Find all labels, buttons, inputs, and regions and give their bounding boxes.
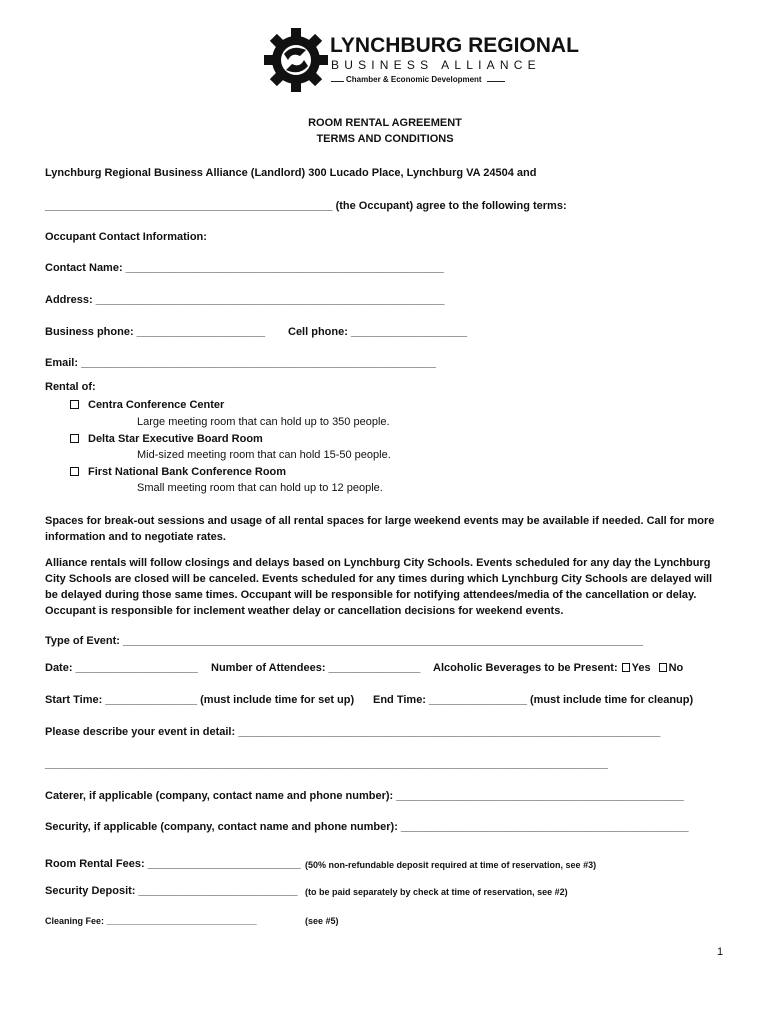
business-phone-field[interactable]: Business phone: _____________________ [45, 326, 266, 338]
event-description-line[interactable]: ____________________________________________________________________________________________ [45, 758, 608, 770]
checkbox-icon[interactable] [70, 467, 79, 476]
cell-phone-field[interactable]: Cell phone: ___________________ [288, 326, 468, 338]
cleaning-fee-note: (see #5) [305, 916, 339, 926]
security-deposit-field[interactable]: Security Deposit: __________________________ [45, 885, 298, 897]
email-field[interactable]: Email: __________________________________________________________ [45, 357, 436, 369]
alcohol-yes-label: Yes [631, 662, 651, 674]
document-title: ROOM RENTAL AGREEMENT [308, 117, 462, 129]
rental-fee-note: (50% non-refundable deposit required at time of reservation, see #3) [305, 860, 597, 870]
room-option-first-national[interactable] [70, 466, 286, 478]
logo-divider-left [331, 81, 344, 82]
logo-subtitle: BUSINESS ALLIANCE [331, 58, 541, 72]
gear-logo-icon [264, 28, 328, 92]
breakout-paragraph: Spaces for break-out sessions and usage of all rental spaces for large weekend events may be available if needed. Call for more information and to negotiate rates. [45, 515, 715, 543]
room-description: Small meeting room that can hold up to 12 people. [137, 482, 383, 494]
room-description: Mid-sized meeting room that can hold 15-50 people. [137, 449, 391, 461]
checkbox-icon[interactable] [70, 434, 79, 443]
room-option-centra[interactable] [70, 399, 224, 411]
logo-title: LYNCHBURG REGIONAL [330, 34, 579, 57]
rental-heading: Rental of: [45, 381, 96, 393]
end-time-field[interactable]: End Time: ________________ (must include time for cleanup) [373, 694, 694, 706]
start-time-field[interactable]: Start Time: _______________ (must include time for set up) [45, 694, 355, 706]
event-description-field[interactable]: Please describe your event in detail: _____________________________________________________________________ [45, 726, 661, 738]
room-name: First National Bank Conference Room [88, 466, 287, 478]
intro-occupant[interactable]: _______________________________________________ (the Occupant) agree to the following terms: [45, 200, 567, 212]
document-subtitle: TERMS AND CONDITIONS [316, 133, 454, 145]
page-number: 1 [717, 946, 724, 958]
room-name: Centra Conference Center [88, 399, 225, 411]
address-field[interactable]: Address: _________________________________________________________ [45, 294, 445, 306]
contact-heading: Occupant Contact Information: [45, 231, 207, 243]
contact-name-field[interactable]: Contact Name: ____________________________________________________ [45, 262, 444, 274]
room-name: Delta Star Executive Board Room [88, 433, 263, 445]
event-date-field[interactable]: Date: ____________________ [45, 662, 198, 674]
room-description: Large meeting room that can hold up to 350 people. [137, 416, 390, 428]
alcohol-label: Alcoholic Beverages to be Present: [433, 662, 618, 674]
closings-paragraph: Alliance rentals will follow closings and delays based on Lynchburg City Schools. Events scheduled for any day the Lynchburg City Schools are closed will be canceled. Events scheduled for any times during which Lynchburg City Schools are delayed will be delayed during those same times. Occupant will be responsible for notifying attendees/media of the cancellation or delay. Occupant is responsible for inclement weather delay or cancellation decisions for weekend events. [45, 557, 713, 617]
security-field[interactable]: Security, if applicable (company, contact name and phone number): _______________________________________________ [45, 821, 689, 833]
logo-tagline: Chamber & Economic Development [346, 75, 482, 84]
event-type-field[interactable]: Type of Event: _____________________________________________________________________________________ [45, 635, 644, 647]
room-option-delta-star[interactable] [70, 433, 263, 445]
cleaning-fee-field[interactable]: Cleaning Fee: ______________________________ [45, 916, 257, 926]
alcohol-no-label: No [668, 662, 684, 674]
intro-landlord: Lynchburg Regional Business Alliance (Landlord) 300 Lucado Place, Lynchburg VA 24504 and [45, 167, 537, 179]
security-deposit-note: (to be paid separately by check at time of reservation, see #2) [305, 887, 568, 897]
alcohol-question [433, 662, 683, 674]
caterer-field[interactable]: Caterer, if applicable (company, contact name and phone number): _______________________________________________ [45, 790, 684, 802]
checkbox-icon[interactable] [70, 400, 79, 409]
alcohol-yes-checkbox[interactable] [622, 663, 630, 672]
rental-fee-field[interactable]: Room Rental Fees: _________________________ [45, 858, 301, 870]
logo-divider-right [487, 81, 505, 82]
alcohol-no-checkbox[interactable] [659, 663, 667, 672]
attendees-field[interactable]: Number of Attendees: _______________ [211, 662, 421, 674]
